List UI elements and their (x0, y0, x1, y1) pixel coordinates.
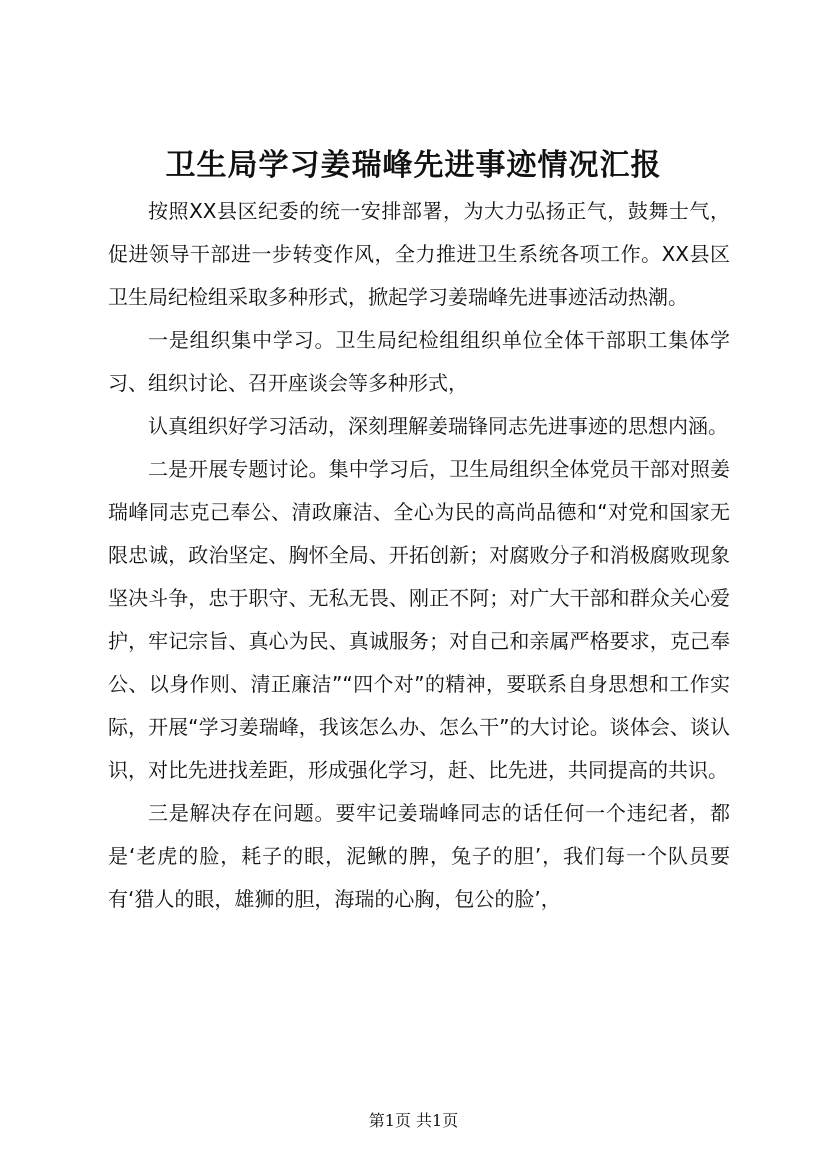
paragraph-item-three: 三是解决存在问题。要牢记姜瑞峰同志的话任何一个违纪者，都是‘老虎的脸，耗子的眼，泥鳅的脾，兔子的胆’，我们每一个队员要有‘猎人的眼，雄狮的胆，海瑞的心胸，包公的脸’， (108, 801, 730, 911)
page-footer: 第1页 共1页 (368, 1111, 459, 1130)
paragraph-item-two: 二是开展专题讨论。集中学习后，卫生局组织全体党员干部对照姜瑞峰同志克己奉公、清政廉洁、全心为民的高尚品德和“对党和国家无限忠诚，政治坚定、胸怀全局、开拓创新；对腐败分子和消极腐败现象坚决斗争，忠于职守、无私无畏、刚正不阿；对广大干部和群众关心爱护，牢记宗旨、真心为民、真诚服务；对自己和亲属严格要求，克己奉公、以身作则、清正廉洁”“四个对”的精神，要联系自身思想和工作实际，开展“学习姜瑞峰，我该怎么办、怎么干”的大讨论。谈体会、谈认识，对比先进找差距，形成强化学习，赶、比先进，共同提高的共识。 (108, 457, 730, 782)
paragraph-item-one: 一是组织集中学习。卫生局纪检组组织单位全体干部职工集体学习、组织讨论、召开座谈会等多种形式， (108, 328, 730, 395)
document-title: 卫生局学习姜瑞峰先进事迹情况汇报 (165, 148, 662, 183)
document-body (108, 190, 730, 921)
paragraph-item-one-continued: 认真组织好学习活动，深刻理解姜瑞锋同志先进事迹的思想内涵。 (148, 414, 728, 438)
paragraph-intro: 按照XX县区纪委的统一安排部署，为大力弘扬正气，鼓舞士气，促进领导干部进一步转变作风，全力推进卫生系统各项工作。XX县区卫生局纪检组采取多种形式，掀起学习姜瑞峰先进事迹活动热潮。 (108, 199, 730, 309)
